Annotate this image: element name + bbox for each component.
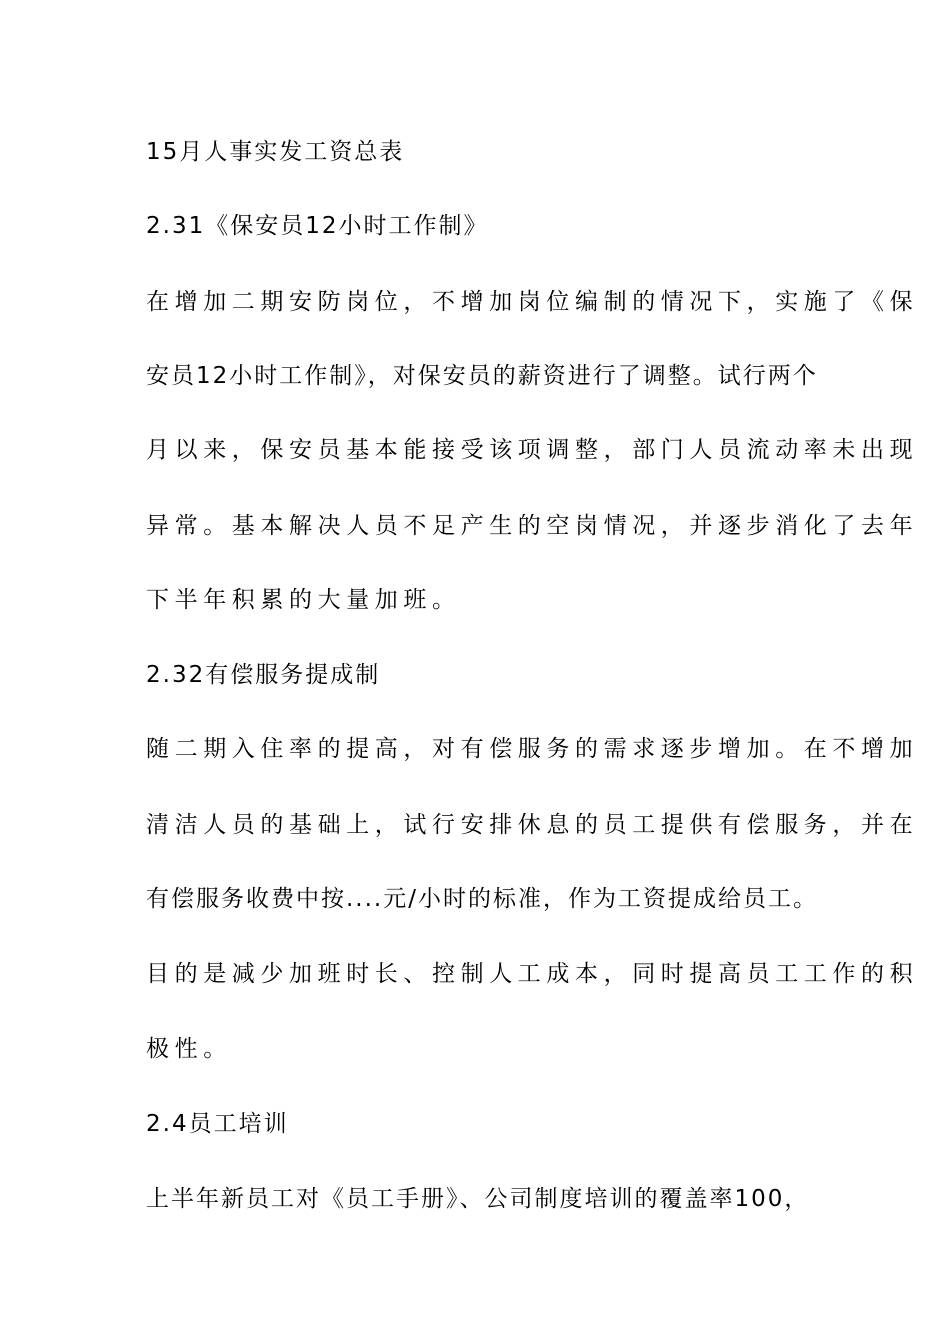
paragraph-line: 目的是减少加班时长、控制人工成本，同时提高员工工作的积 xyxy=(146,961,919,987)
paragraph-line: 在增加二期安防岗位，不增加岗位编制的情况下，实施了《保 xyxy=(146,289,919,315)
section-heading-2-32: 2.32有偿服务提成制 xyxy=(146,662,381,688)
section-heading-2-4: 2.4员工培训 xyxy=(146,1111,289,1137)
paragraph-line: 随二期入住率的提高，对有偿服务的需求逐步增加。在不增加 xyxy=(146,736,919,762)
section-heading-2-31: 2.31《保安员12小时工作制》 xyxy=(146,213,489,239)
paragraph-line: 异常。基本解决人员不足产生的空岗情况，并逐步消化了去年 xyxy=(146,513,919,539)
paragraph-line: 安员12小时工作制》，对保安员的薪资进行了调整。试行两个 xyxy=(146,363,818,389)
paragraph-line: 上半年新员工对《员工手册》、公司制度培训的覆盖率100， xyxy=(146,1186,810,1212)
line-heading-payroll: 15月人事实发工资总表 xyxy=(146,139,405,165)
paragraph-line: 月以来，保安员基本能接受该项调整，部门人员流动率未出现 xyxy=(146,437,919,463)
paragraph-line: 有偿服务收费中按....元/小时的标准，作为工资提成给员工。 xyxy=(146,886,818,912)
paragraph-line: 极性。 xyxy=(146,1036,232,1062)
paragraph-line: 下半年积累的大量加班。 xyxy=(146,587,461,613)
paragraph-line: 清洁人员的基础上，试行安排休息的员工提供有偿服务，并在 xyxy=(146,812,919,838)
